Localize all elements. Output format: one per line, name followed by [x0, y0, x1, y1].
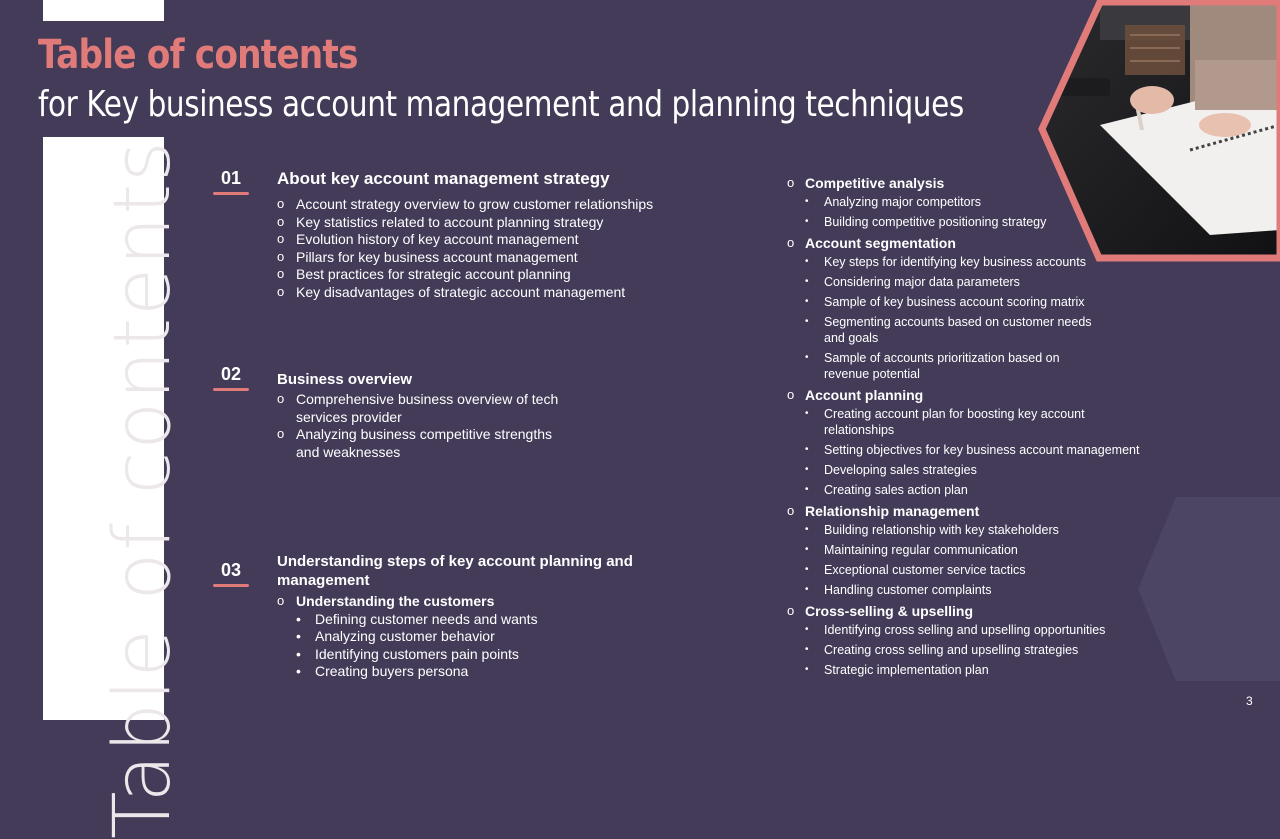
page-title: Table of contents [38, 32, 358, 78]
list-item: o Evolution history of key account management [277, 231, 653, 249]
list-item: o Analyzing business competitive strengths and weaknesses [277, 426, 577, 461]
list-item: • Maintaining regular communication [805, 542, 1167, 558]
list-item: • Analyzing major competitors [805, 194, 1167, 210]
section-list [277, 391, 577, 461]
topic-items [805, 254, 1095, 382]
topic-group [787, 502, 1167, 598]
sub-list [296, 611, 538, 681]
topic-title: o Competitive analysis [805, 175, 945, 191]
list-item: • Sample of key business account scoring matrix [805, 294, 1095, 310]
list-item: • Analyzing customer behavior [296, 628, 538, 646]
section-number: 02 [213, 364, 249, 391]
list-item: • Handling customer complaints [805, 582, 1167, 598]
list-item: • Creating sales action plan [805, 482, 1150, 498]
topic-title: o Account segmentation [805, 235, 956, 251]
list-item: • Building relationship with key stakeholders [805, 522, 1167, 538]
list-group [277, 593, 538, 681]
list-item: • Exceptional customer service tactics [805, 562, 1167, 578]
list-item: o Key disadvantages of strategic account management [277, 284, 653, 302]
topic-title: o Account planning [805, 387, 924, 403]
list-item: • Key steps for identifying key business accounts [805, 254, 1095, 270]
right-column-list [787, 174, 1167, 682]
section-title: About key account management strategy [277, 169, 610, 188]
list-item: o Key statistics related to account planning strategy [277, 214, 653, 232]
decorative-top-bar [43, 0, 164, 21]
list-item: o Pillars for key business account management [277, 249, 653, 267]
list-item: • Setting objectives for key business account management [805, 442, 1150, 458]
list-item: • Identifying cross selling and upselling opportunities [805, 622, 1167, 638]
list-item: o Account strategy overview to grow customer relationships [277, 196, 653, 214]
vertical-watermark-text: Table of contents [98, 139, 188, 839]
topic-items [805, 622, 1167, 678]
list-item: • Considering major data parameters [805, 274, 1095, 290]
section-number: 01 [213, 168, 249, 195]
topic-items [805, 194, 1167, 230]
topic-group [787, 174, 1167, 230]
list-item: • Identifying customers pain points [296, 646, 538, 664]
topic-group [787, 234, 1167, 382]
section-list [277, 196, 653, 302]
list-group-label: Understanding the customers [296, 593, 495, 609]
list-item: • Defining customer needs and wants [296, 611, 538, 629]
decorative-side-bar [43, 137, 188, 839]
topic-items [805, 522, 1167, 598]
list-item: • Sample of accounts prioritization based on revenue potential [805, 350, 1095, 382]
list-item: o Comprehensive business overview of tech services provider [277, 391, 577, 426]
page-number: 3 [1246, 694, 1253, 708]
section-number: 03 [213, 560, 249, 587]
list-item: • Developing sales strategies [805, 462, 1150, 478]
section-title: Understanding steps of key account planning and management [277, 553, 633, 589]
topic-group [787, 386, 1167, 498]
topic-title: o Cross-selling & upselling [805, 603, 974, 619]
topic-items [805, 406, 1150, 498]
topic-group [787, 602, 1167, 678]
section-list [277, 593, 538, 681]
list-item: • Creating cross selling and upselling strategies [805, 642, 1167, 658]
section-title: Business overview [277, 371, 413, 388]
list-item: o Best practices for strategic account planning [277, 266, 653, 284]
page-subtitle: for Key business account management and planning techniques [38, 84, 964, 125]
list-item: • Building competitive positioning strategy [805, 214, 1167, 230]
topic-title: o Relationship management [805, 503, 980, 519]
list-item: • Creating buyers persona [296, 663, 538, 681]
list-item: • Segmenting accounts based on customer needs and goals [805, 314, 1095, 346]
list-item: • Creating account plan for boosting key account relationships [805, 406, 1114, 438]
list-item: • Strategic implementation plan [805, 662, 1167, 678]
